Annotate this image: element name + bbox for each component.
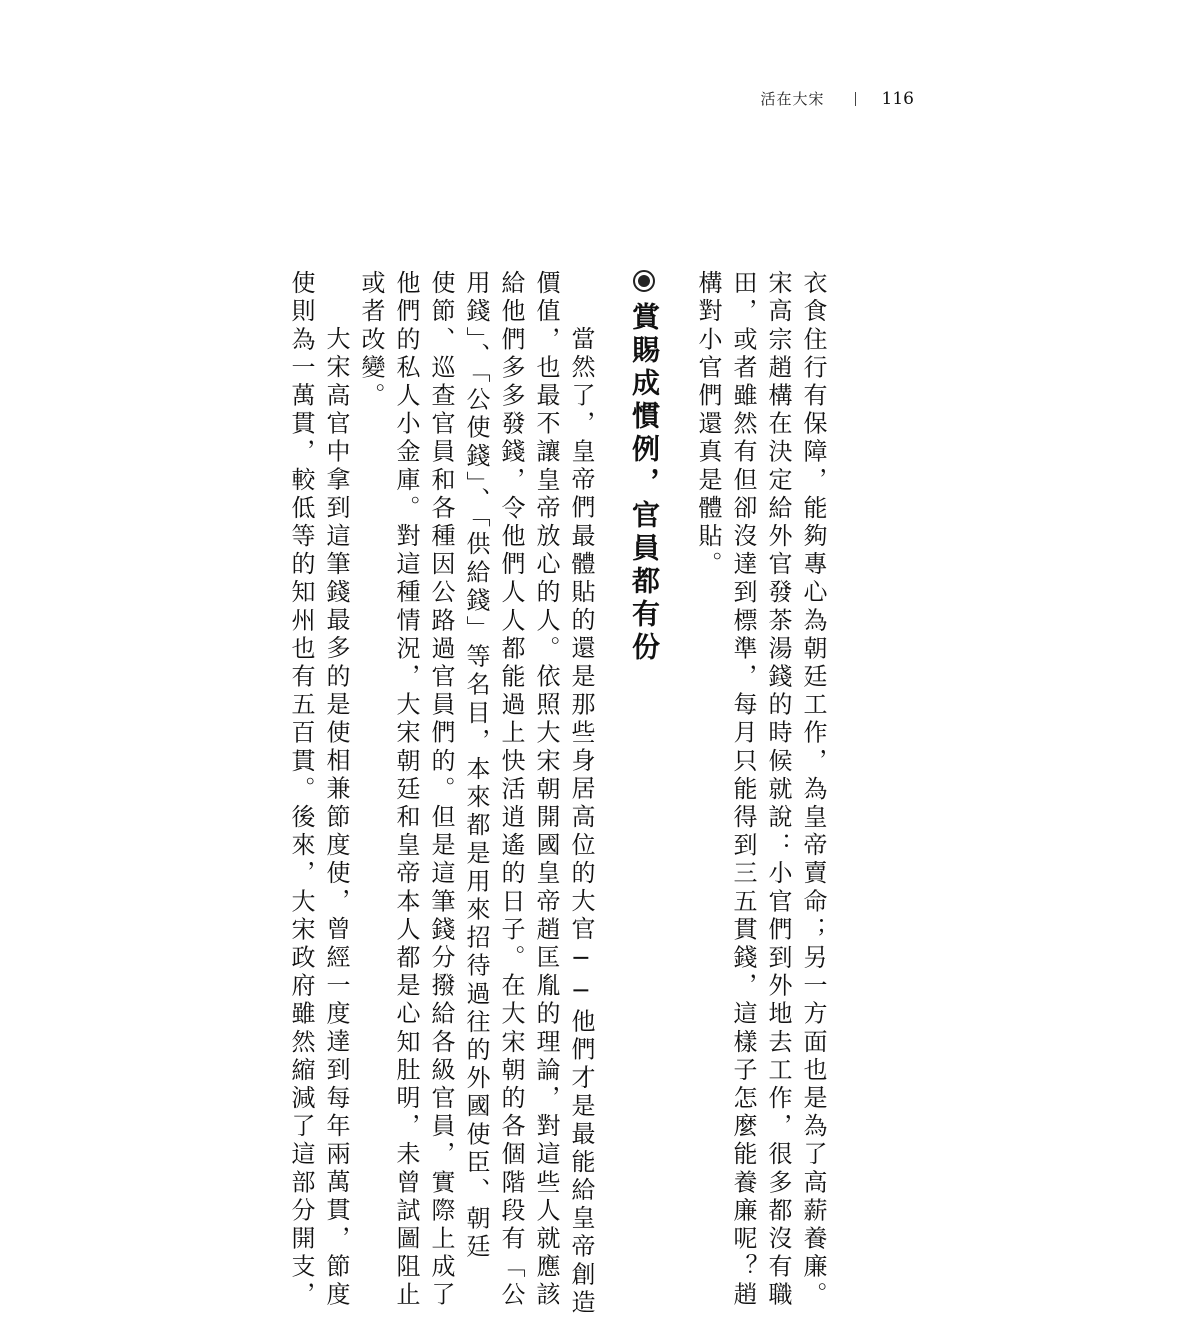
- text-column: 田，或者雖然有但卻沒達到標準，每月只能得到三五貫錢，這樣子怎麼能養廉呢？趙: [729, 270, 757, 1310]
- text-column: 他們的私人小金庫。對這種情況，大宋朝廷和皇帝本人都是心知肚明，未曾試圖阻止: [392, 270, 420, 1310]
- text-column: 衣食住行有保障，能夠專心為朝廷工作，為皇帝賣命；另一方面也是為了高薪養廉。: [799, 270, 827, 1310]
- text-column: 使則為一萬貫，較低等的知州也有五百貫。後來，大宋政府雖然縮減了這部分開支，: [287, 270, 315, 1310]
- spacer: [598, 270, 624, 1130]
- bullseye-icon: [633, 270, 655, 292]
- section-heading-text: 賞賜成慣例，官員都有份: [628, 302, 661, 665]
- text-column: 宋高宗趙構在決定給外官發茶湯錢的時候就說：小官們到外地去工作，很多都沒有職: [764, 270, 792, 1310]
- page-number: 116: [881, 88, 914, 109]
- text-column: 給他們多多發錢，令他們人人都能過上快活逍遙的日子。在大宋朝的各個階段有「公: [497, 270, 525, 1310]
- running-header-title: 活在大宋: [760, 90, 825, 108]
- text-column: 或者改變。: [357, 270, 385, 411]
- text-column: 當然了，皇帝們最體貼的還是那些身居高位的大官──他們才是最能給皇帝創造: [567, 326, 595, 1318]
- vertical-text-body: [283, 270, 830, 1318]
- spacer: [664, 270, 690, 1130]
- text-column: 大宋高官中拿到這筆錢最多的是使相兼節度使，曾經一度達到每年兩萬貫，節度: [322, 326, 350, 1310]
- text-column: 使節、巡查官員和各種因公路過官員們的。但是這筆錢分撥給各級官員，實際上成了: [427, 270, 455, 1310]
- running-header: [761, 88, 914, 109]
- header-divider: [855, 92, 856, 106]
- section-heading: [624, 270, 664, 1130]
- text-column: 用錢」、「公使錢」、「供給錢」等名目，本來都是用來招待過往的外國使臣、朝廷: [462, 270, 490, 1262]
- text-column: 構對小官們還真是體貼。: [694, 270, 722, 580]
- text-column: 價值，也最不讓皇帝放心的人。依照大宋朝開國皇帝趙匡胤的理論，對這些人就應該: [532, 270, 560, 1310]
